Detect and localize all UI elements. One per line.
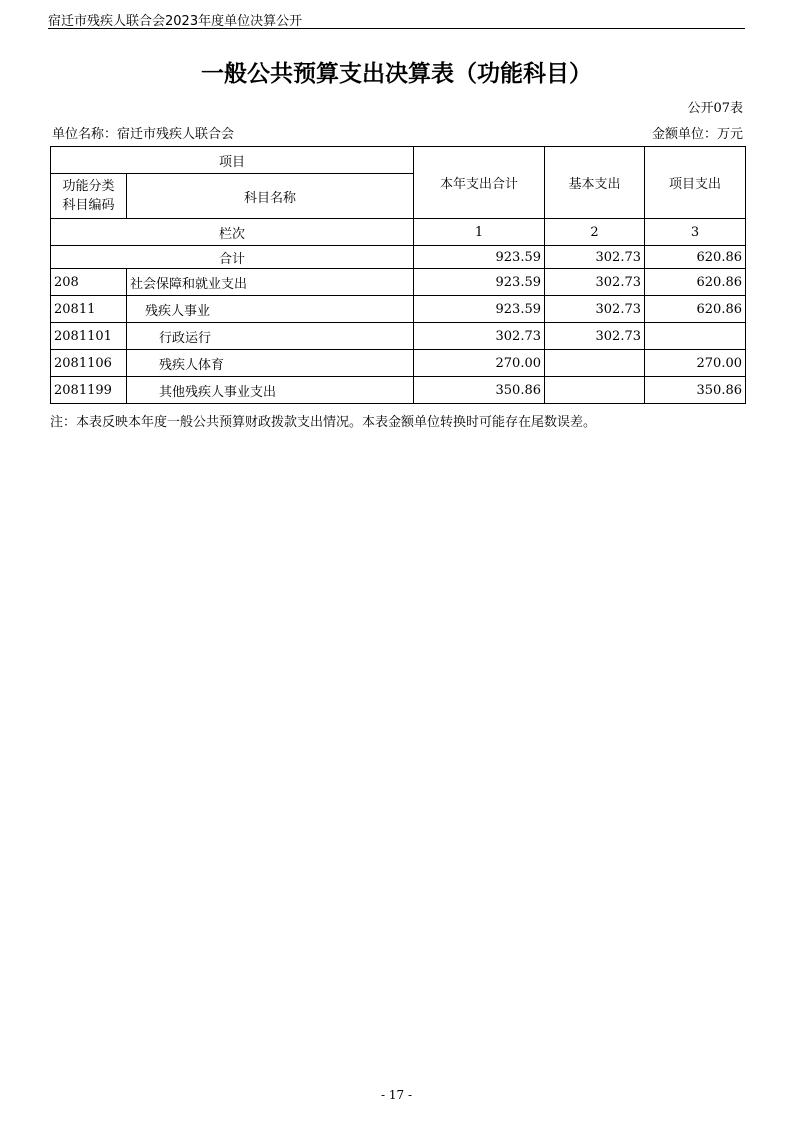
page-title: 一般公共预算支出决算表（功能科目） <box>201 61 592 87</box>
table-row <box>51 377 746 404</box>
total-row-basic: 302.73 <box>545 246 645 269</box>
column-no-1: 1 <box>414 219 545 246</box>
header-name: 科目名称 <box>127 174 414 219</box>
row-project <box>645 323 746 350</box>
row-project: 350.86 <box>645 377 746 404</box>
row-name: 行政运行 <box>127 323 414 350</box>
column-no-2: 2 <box>545 219 645 246</box>
row-name: 社会保障和就业支出 <box>127 269 414 296</box>
row-name: 其他残疾人事业支出 <box>127 377 414 404</box>
row-code: 20811 <box>51 296 127 323</box>
table-row <box>51 296 746 323</box>
table-note: 注：本表反映本年度一般公共预算财政拨款支出情况。本表金额单位转换时可能存在尾数误差。 <box>50 415 597 430</box>
unit-name: 单位名称：宿迁市残疾人联合会 <box>52 127 235 142</box>
total-row-label: 合计 <box>51 246 414 269</box>
total-row-project: 620.86 <box>645 246 746 269</box>
expenditure-table <box>50 146 746 404</box>
row-basic: 302.73 <box>545 296 645 323</box>
header-project: 项目 <box>51 147 414 174</box>
header-total: 本年支出合计 <box>414 147 545 219</box>
row-total: 302.73 <box>414 323 545 350</box>
row-project: 620.86 <box>645 269 746 296</box>
row-project: 270.00 <box>645 350 746 377</box>
row-project: 620.86 <box>645 296 746 323</box>
row-basic: 302.73 <box>545 269 645 296</box>
header-project-expenditure: 项目支出 <box>645 147 746 219</box>
row-basic <box>545 350 645 377</box>
header-code: 功能分类 科目编码 <box>51 174 127 219</box>
row-name: 残疾人体育 <box>127 350 414 377</box>
row-total: 923.59 <box>414 296 545 323</box>
row-basic: 302.73 <box>545 323 645 350</box>
page-number: - 17 - <box>380 1088 412 1102</box>
header-rule <box>48 28 745 29</box>
row-total: 923.59 <box>414 269 545 296</box>
row-code: 2081199 <box>51 377 127 404</box>
total-row-total: 923.59 <box>414 246 545 269</box>
table-row <box>51 323 746 350</box>
row-name: 残疾人事业 <box>127 296 414 323</box>
row-code: 208 <box>51 269 127 296</box>
row-total: 270.00 <box>414 350 545 377</box>
row-code: 2081106 <box>51 350 127 377</box>
header-basic: 基本支出 <box>545 147 645 219</box>
row-basic <box>545 377 645 404</box>
table-row <box>51 269 746 296</box>
amount-unit: 金额单位：万元 <box>651 127 743 142</box>
form-code: 公开07表 <box>687 101 743 116</box>
table-row <box>51 350 746 377</box>
row-total: 350.86 <box>414 377 545 404</box>
column-no-3: 3 <box>645 219 746 246</box>
row-code: 2081101 <box>51 323 127 350</box>
running-header: 宿迁市残疾人联合会2023年度单位决算公开 <box>48 14 303 29</box>
column-no-label: 栏次 <box>51 219 414 246</box>
